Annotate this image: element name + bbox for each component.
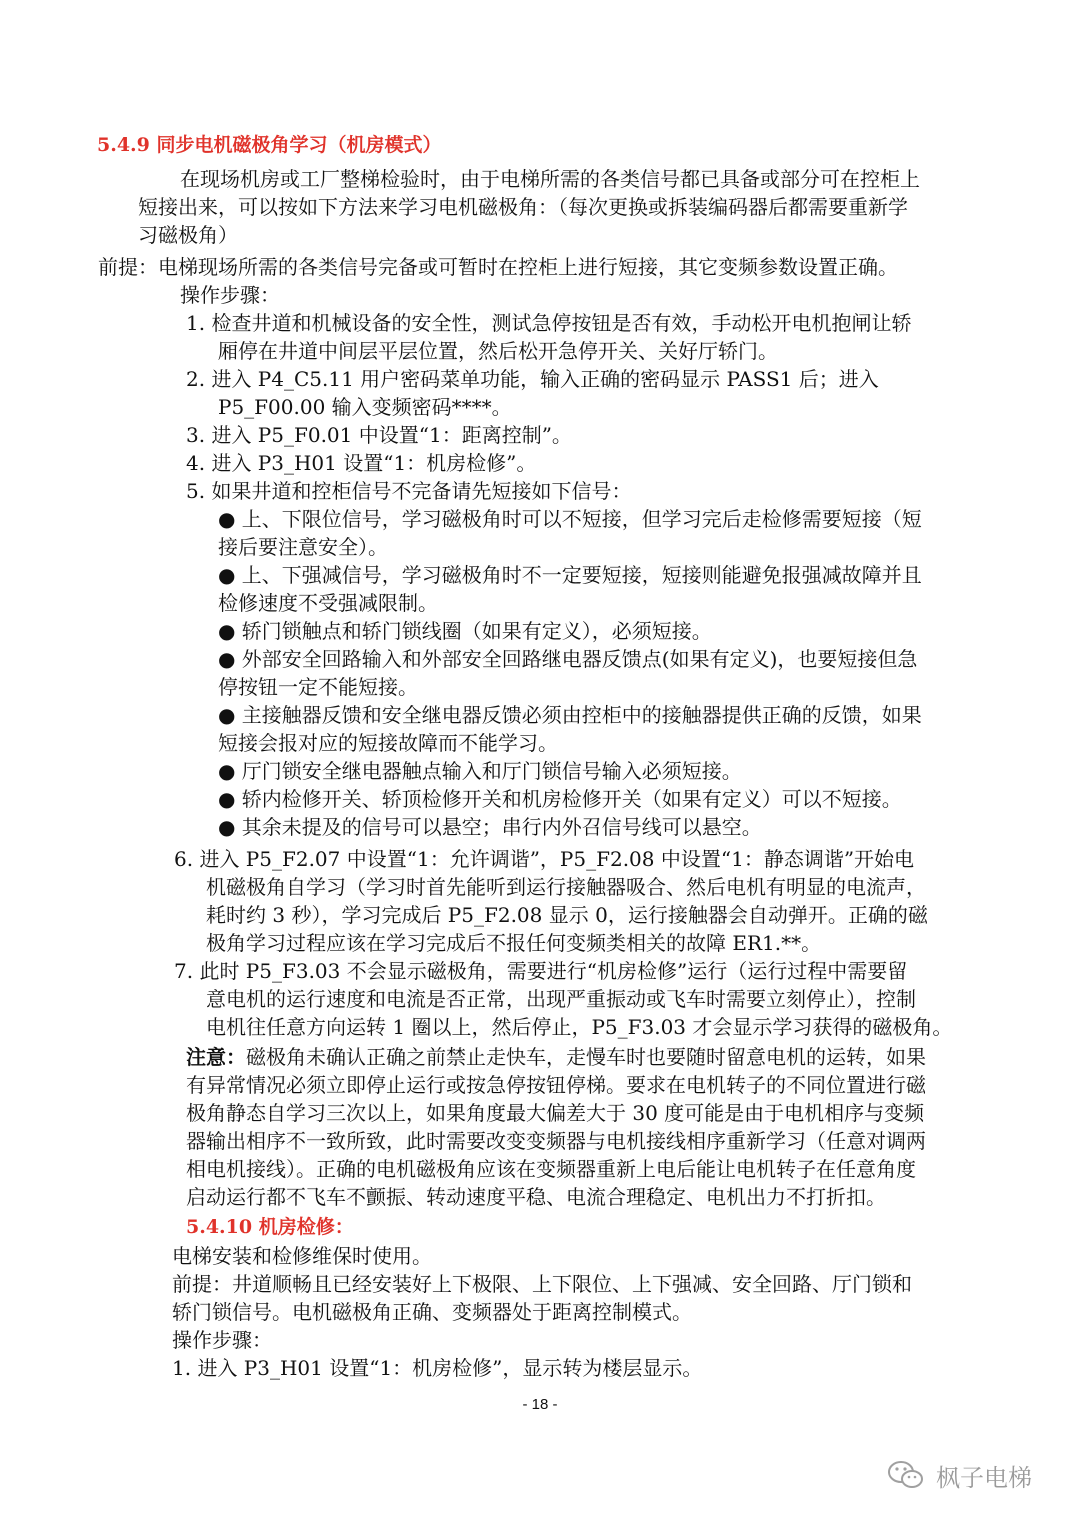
bullet-item: ● 上、下限位信号，学习磁极角时可以不短接，但学习完后走检修需要短接（短	[218, 507, 922, 531]
step-6-cont: 耗时约 3 秒），学习完成后 P5_F2.08 显示 0，运行接触器会自动弹开。正确的磁	[206, 903, 928, 927]
step-7-cont: 意电机的运行速度和电流是否正常，出现严重振动或飞车时需要立刻停止），控制	[206, 987, 916, 1011]
section2-line: 前提：井道顺畅且已经安装好上下极限、上下限位、上下强减、安全回路、厅门锁和	[172, 1272, 912, 1296]
bullet-item: ● 其余未提及的信号可以悬空；串行内外召信号线可以悬空。	[218, 815, 762, 839]
step-1: 1. 检查井道和机械设备的安全性，测试急停按钮是否有效，手动松开电机抱闸让轿	[186, 311, 912, 335]
section2-heading: 5.4.10 机房检修：	[186, 1216, 354, 1238]
bullet-item: ● 外部安全回路输入和外部安全回路继电器反馈点(如果有定义)，也要短接但急	[218, 647, 918, 671]
note-line: 启动运行都不飞车不颤振、转动速度平稳、电流合理稳定、电机出力不打折扣。	[186, 1185, 886, 1209]
note-label: 注意：	[186, 1045, 246, 1069]
note-line: 极角静态自学习三次以上，如果角度最大偏差大于 30 度可能是由于电机相序与变频	[186, 1101, 925, 1125]
step-3: 3. 进入 P5_F0.01 中设置“1：距离控制”。	[186, 423, 572, 447]
section2-line: 电梯安装和检修维保时使用。	[172, 1244, 432, 1268]
step-6: 6. 进入 P5_F2.07 中设置“1：允许调谐”，P5_F2.08 中设置“1：静态调谐”开始电	[174, 847, 915, 871]
step-4: 4. 进入 P3_H01 设置“1：机房检修”。	[186, 451, 537, 475]
premise: 前提：电梯现场所需的各类信号完备或可暂时在控柜上进行短接，其它变频参数设置正确。	[98, 255, 898, 279]
step-6-cont: 机磁极角自学习（学习时首先能听到运行接触器吸合、然后电机有明显的电流声，	[206, 875, 926, 899]
bullet-item: ● 上、下强减信号，学习磁极角时不一定要短接，短接则能避免报强减故障并且	[218, 563, 922, 587]
bullet-item: ● 轿门锁触点和轿门锁线圈（如果有定义），必须短接。	[218, 619, 712, 643]
bullet-item-cont: 短接会报对应的短接故障而不能学习。	[218, 731, 558, 755]
bullet-item: ● 主接触器反馈和安全继电器反馈必须由控柜中的接触器提供正确的反馈，如果	[218, 703, 922, 727]
step-5: 5. 如果井道和控柜信号不完备请先短接如下信号：	[186, 479, 632, 503]
steps-title: 操作步骤：	[180, 283, 280, 307]
watermark	[886, 1455, 1032, 1495]
section-heading: 5.4.9 同步电机磁极角学习（机房模式）	[97, 134, 442, 156]
bullet-item-cont: 停按钮一定不能短接。	[218, 675, 418, 699]
bullet-item: ● 厅门锁安全继电器触点输入和厅门锁信号输入必须短接。	[218, 759, 742, 783]
bullet-item-cont: 接后要注意安全）。	[218, 535, 388, 559]
step-2: 2. 进入 P4_C5.11 用户密码菜单功能，输入正确的密码显示 PASS1 后；进入	[186, 367, 879, 391]
step-7-cont: 电机往任意方向运转 1 圈以上，然后停止，P5_F3.03 才会显示学习获得的磁极角。	[206, 1015, 953, 1039]
note-line: 器输出相序不一致所致，此时需要改变变频器与电机接线相序重新学习（任意对调两	[186, 1129, 926, 1153]
step-2-cont: P5_F00.00 输入变频密码****。	[218, 395, 512, 419]
bullet-item: ● 轿内检修开关、轿顶检修开关和机房检修开关（如果有定义）可以不短接。	[218, 787, 902, 811]
wechat-icon	[886, 1459, 926, 1491]
section2-line: 轿门锁信号。电机磁极角正确、变频器处于距离控制模式。	[172, 1300, 692, 1324]
note-line: 有异常情况必须立即停止运行或按急停按钮停梯。要求在电机转子的不同位置进行磁	[186, 1073, 926, 1097]
step-6-cont: 极角学习过程应该在学习完成后不报任何变频类相关的故障 ER1.**。	[206, 931, 822, 955]
intro-line: 短接出来，可以按如下方法来学习电机磁极角：（每次更换或拆装编码器后都需要重新学	[138, 195, 908, 219]
note-line: 相电机接线）。正确的电机磁极角应该在变频器重新上电后能让电机转子在任意角度	[186, 1157, 916, 1181]
watermark-text: 枫子电梯	[936, 1463, 1032, 1492]
intro-line: 在现场机房或工厂整梯检验时，由于电梯所需的各类信号都已具备或部分可在控柜上	[180, 167, 920, 191]
intro-line: 习磁极角）	[138, 223, 238, 247]
section2-line: 操作步骤：	[172, 1328, 272, 1352]
note-text: 磁极角未确认正确之前禁止走快车，走慢车时也要随时留意电机的运转，如果	[246, 1045, 926, 1069]
step-7: 7. 此时 P5_F3.03 不会显示磁极角，需要进行“机房检修”运行（运行过程中需要留	[174, 959, 908, 983]
page-number: - 18 -	[522, 1396, 558, 1413]
step-1-cont: 厢停在井道中间层平层位置，然后松开急停开关、关好厅轿门。	[218, 339, 778, 363]
section2-line: 1. 进入 P3_H01 设置“1：机房检修”，显示转为楼层显示。	[172, 1356, 703, 1380]
bullet-item-cont: 检修速度不受强减限制。	[218, 591, 438, 615]
note-line	[186, 1043, 926, 1071]
